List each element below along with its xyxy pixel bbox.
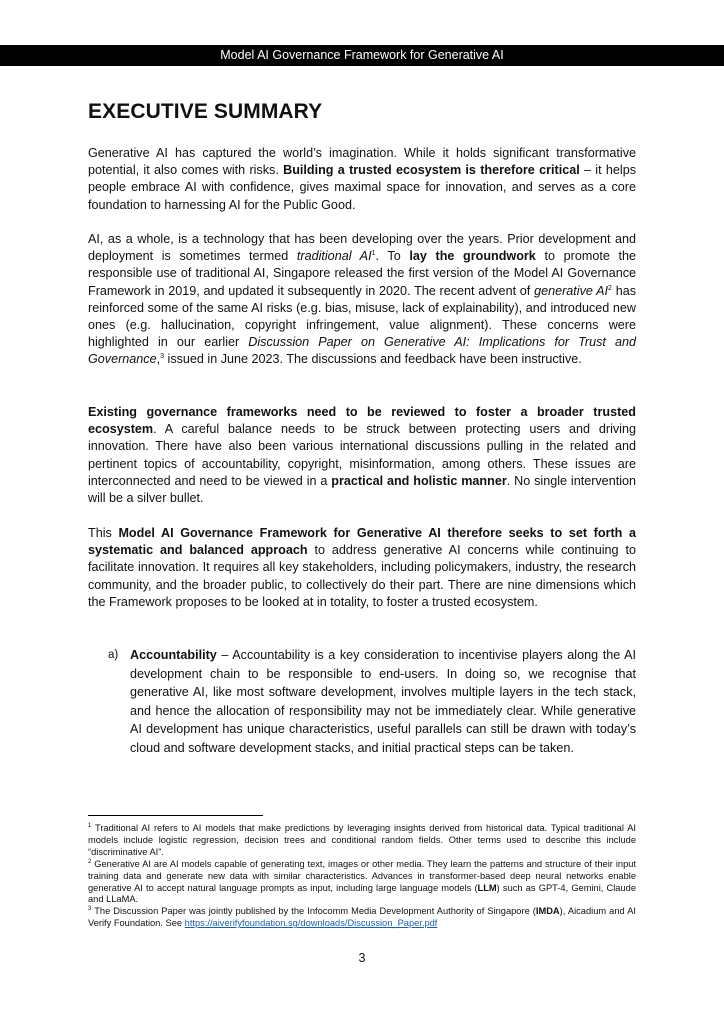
footnote-2: $^2$ Generative AI are AI models capable of generating text, images or other media. They learn the patterns and structure of their input training data and generate new data with similar characteristics. Advances in transformer-based deep neural networks enable generative AI to accept natural language prompts as input, including large language models (LLM) such as GPT-4, Gemini, Claude and LLaMA. bbox=[88, 858, 636, 905]
footnote-3: $^3$ The Discussion Paper was jointly published by the Infocomm Media Development Authority of Singapore (IMDA), Aicadium and AI Verify Foundation. See https://aiverifyfoundation.sg/downloads/Discussion_Paper.pdf bbox=[88, 906, 636, 929]
running-header-title: Model AI Governance Framework for Generative AI bbox=[220, 48, 504, 62]
paragraph-background: AI, as a whole, is a technology that has been developing over the years. Prior development and deployment is sometimes termed traditional $AI^1$. To lay the groundwork to promote the responsible use of traditional AI, Singapore released the first version of the Model AI Governance Framework in 2019, and updated it subsequently in 2020. The recent advent of generative $AI^2$ has reinforced some of the same AI risks (e.g. bias, misuse, lack of explainability), and introduced new ones (e.g. hallucination, copyright infringement, value alignment). These concerns were highlighted in our earlier Discussion Paper on Generative AI: Implications for Trust and Governance,$^3$ issued in June 2023. The discussions and feedback have been instructive. bbox=[88, 232, 636, 367]
footnote-divider bbox=[88, 815, 263, 816]
footnotes bbox=[88, 823, 636, 930]
term-generative-ai: generative AI bbox=[534, 283, 609, 298]
paragraph-intro: Generative AI has captured the world’s imagination. While it holds significant transformative potential, it also comes with risks. Building a trusted ecosystem is therefore critical – it helps people embrace AI with confidence, gives maximal space for innovation, and serves as a core foundation to harnessing AI for the Public Good. bbox=[88, 146, 636, 212]
list-marker: a) bbox=[108, 649, 119, 661]
footnote-ref-3[interactable]: 3 bbox=[160, 353, 165, 361]
list-item-title: Accountability bbox=[130, 648, 217, 662]
discussion-paper-title: Discussion Paper on Generative AI: Implications for Trust and Governance bbox=[88, 335, 636, 367]
footnote-ref-2[interactable]: 2 bbox=[608, 284, 612, 292]
emphasis-frameworks-reviewed: Existing governance frameworks need to be reviewed to foster a broader trusted ecosystem bbox=[88, 405, 636, 437]
discussion-paper-link[interactable]: https://aiverifyfoundation.sg/downloads/Discussion_Paper.pdf bbox=[184, 918, 438, 929]
paragraph-framework: This Model AI Governance Framework for Generative AI therefore seeks to set forth a systematic and balanced approach to address generative AI concerns while continuing to facilitate innovation. It requires all key stakeholders, including policymakers, industry, the research community, and the broader public, to collectively do their part. There are nine dimensions which the Framework proposes to be looked at in totality, to foster a trusted ecosystem. bbox=[88, 526, 636, 609]
footnote-1: $^1$ Traditional AI refers to AI models that make predictions by leveraging insights derived from historical data. Typical traditional AI models include logistic regression, decision trees and conditional random fields. Other terms used to describe this include “discriminative AI”. bbox=[88, 822, 636, 857]
list-item-accountability bbox=[108, 646, 636, 757]
emphasis-practical-holistic: practical and holistic manner bbox=[331, 473, 507, 488]
page-title: EXECUTIVE SUMMARY bbox=[88, 100, 323, 123]
emphasis-trusted-ecosystem: Building a trusted ecosystem is therefore critical bbox=[283, 163, 580, 178]
list-item-body: Accountability – Accountability is a key consideration to incentivise players along the AI development chain to be responsible to end-users. In doing so, we recognise that generative AI, like most software development, involves multiple layers in the tech stack, and hence the allocation of responsibility may not be immediately clear. While generative AI development has unique characteristics, useful parallels can still be drawn with today’s cloud and software development stacks, and initial practical steps can be taken. bbox=[130, 648, 636, 755]
emphasis-groundwork: lay the groundwork bbox=[409, 249, 536, 264]
page-number: 3 bbox=[358, 951, 366, 965]
emphasis-framework-approach: Model AI Governance Framework for Generative AI therefore seeks to set forth a systematic and balanced approach bbox=[88, 526, 636, 558]
footnote-ref-1[interactable]: 1 bbox=[371, 250, 376, 258]
paragraph-governance: Existing governance frameworks need to be reviewed to foster a broader trusted ecosystem. A careful balance needs to be struck between protecting users and driving innovation. There have also been various international discussions pulling in the related and pertinent topics of accountability, copyright, misinformation, among others. These issues are interconnected and need to be viewed in a practical and holistic manner. No single intervention will be a silver bullet. bbox=[88, 405, 636, 506]
running-header bbox=[0, 45, 724, 66]
term-traditional-ai: traditional AI bbox=[296, 249, 372, 264]
